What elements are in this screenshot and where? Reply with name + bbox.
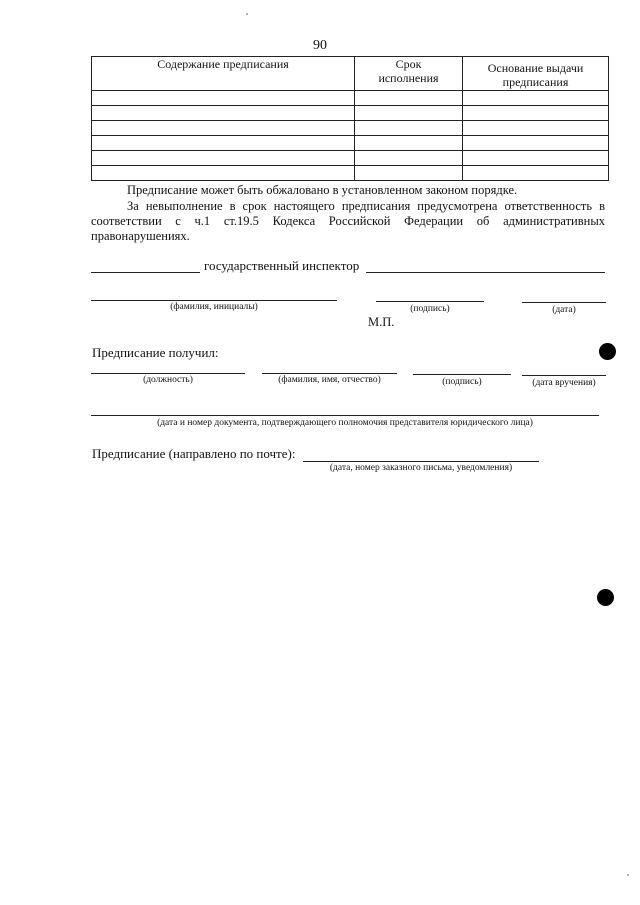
position-line[interactable] (91, 373, 245, 374)
authority-doc-caption: (дата и номер документа, подтверждающего полномочия представителя юридического лица) (157, 418, 533, 428)
table-cell[interactable] (92, 91, 355, 106)
table-cell[interactable] (92, 151, 355, 166)
header-basis: Основание выдачи предписания (463, 57, 609, 91)
table-cell[interactable] (463, 121, 609, 136)
scan-speck (246, 13, 248, 15)
delivery-date-caption: (дата вручения) (532, 378, 596, 388)
mailed-label: Предписание (направлено по почте): (92, 446, 296, 461)
table-row (92, 151, 609, 166)
table-cell[interactable] (463, 166, 609, 181)
binder-hole-bottom (597, 589, 614, 606)
postal-caption: (дата, номер заказного письма, уведомления) (329, 463, 513, 473)
table-cell[interactable] (92, 136, 355, 151)
table-row (92, 91, 609, 106)
table-cell[interactable] (463, 91, 609, 106)
full-name-caption: (фамилия, имя, отчество) (278, 375, 381, 385)
table-cell[interactable] (463, 151, 609, 166)
inspector-position-line[interactable] (91, 272, 200, 273)
signature2-caption: (подпись) (442, 377, 482, 387)
table-cell[interactable] (463, 136, 609, 151)
binder-hole-top (599, 343, 616, 360)
stamp-mark: М.П. (368, 315, 395, 329)
table-cell[interactable] (355, 106, 463, 121)
inspector-name-line[interactable] (366, 272, 605, 273)
table-cell[interactable] (463, 106, 609, 121)
table-cell[interactable] (92, 106, 355, 121)
signature-caption: (подпись) (410, 304, 450, 314)
full-name-line[interactable] (262, 373, 397, 374)
table-cell[interactable] (355, 121, 463, 136)
surname-line[interactable] (91, 300, 337, 301)
date-line[interactable] (522, 302, 606, 303)
header-deadline: Срок исполнения (355, 57, 463, 91)
table-cell[interactable] (92, 166, 355, 181)
appeal-text: Предписание может быть обжаловано в установленном законом порядке. (127, 183, 518, 197)
table-row (92, 136, 609, 151)
table-cell[interactable] (355, 136, 463, 151)
scan-speck (627, 874, 629, 876)
surname-caption: (фамилия, инициалы) (170, 302, 258, 312)
table-row (92, 106, 609, 121)
postal-line[interactable] (303, 461, 539, 462)
inspector-label: государственный инспектор (204, 258, 360, 273)
table-row (92, 121, 609, 136)
signature2-line[interactable] (413, 374, 511, 375)
received-label: Предписание получил: (92, 345, 219, 360)
date-caption: (дата) (552, 305, 576, 315)
prescription-table (91, 56, 609, 181)
table-cell[interactable] (92, 121, 355, 136)
table-row (92, 166, 609, 181)
table-cell[interactable] (355, 166, 463, 181)
authority-doc-line[interactable] (91, 415, 599, 416)
position-caption: (должность) (143, 375, 193, 385)
liability-text: За невыполнение в срок настоящего предписания предусмотрена ответственность в соответствии с ч.1 ст.19.5 Кодекса Российской Федерации об административных правонарушениях. (91, 199, 605, 243)
table-cell[interactable] (355, 91, 463, 106)
signature-line[interactable] (376, 301, 484, 302)
table-cell[interactable] (355, 151, 463, 166)
delivery-date-line[interactable] (522, 375, 606, 376)
page-number: 90 (313, 38, 327, 53)
header-content: Содержание предписания (92, 57, 355, 91)
